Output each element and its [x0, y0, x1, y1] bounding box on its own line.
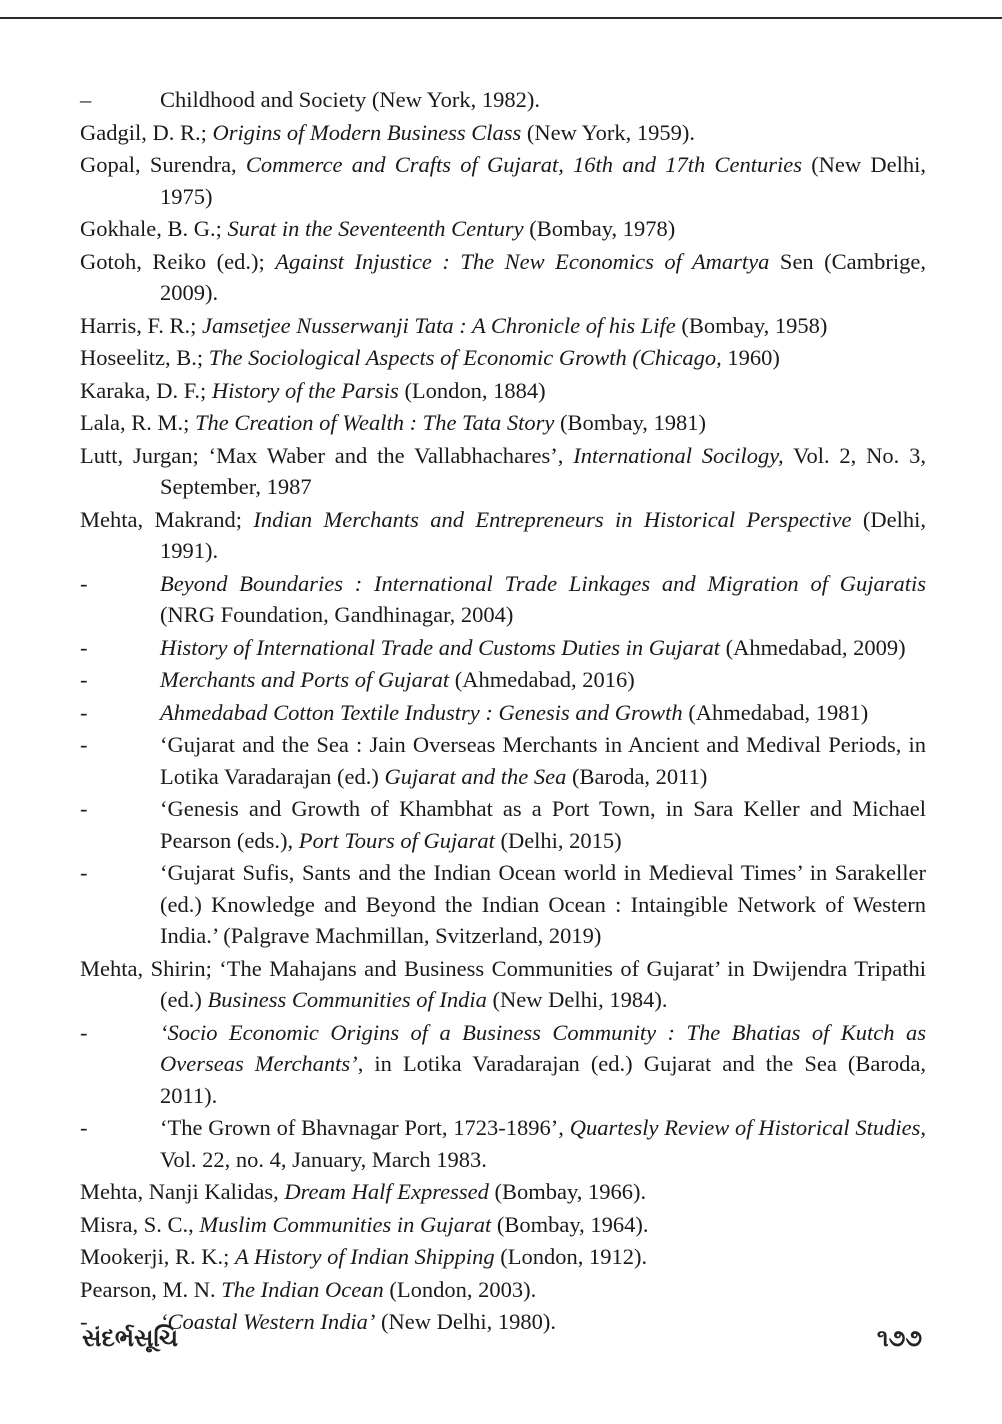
entry-text: Mehta, Shirin; ‘The Mahajans and Business Communities of Gujarat’ in Dwijendra Tripathi (ed.) [80, 955, 926, 1012]
entry-dash: - [80, 1019, 88, 1045]
bibliography-sub-entry [80, 632, 926, 664]
entry-text: (Ahmedabad, 2016) [449, 667, 635, 692]
bibliography-sub-entry [80, 729, 926, 792]
entry-text: Pearson, M. N. [80, 1276, 222, 1302]
entry-title-italic: Dream Half Expressed [284, 1179, 489, 1204]
entry-text: , Vol. 22, no. 4, January, March 1983. [160, 1115, 926, 1172]
bibliography-entry [80, 375, 926, 407]
entry-title-italic: The Creation of Wealth : The Tata Story [194, 410, 555, 435]
entry-title-italic: Commerce and Crafts of Gujarat, 16th and 17th Centuries [245, 152, 802, 177]
entry-title-italic: Port Tours of Gujarat [298, 827, 495, 853]
entry-title-italic: Quartesly Review of Historical Studies [569, 1115, 921, 1140]
bibliography-entry [80, 407, 926, 439]
entry-text: (Bombay, 1966). [488, 1179, 647, 1204]
entry-text: Sen (Cambrige, 2009). [160, 248, 927, 305]
entry-title-italic: History of International Trade and Customs Duties in Gujarat [160, 634, 721, 660]
entry-text: Mehta, Nanji Kalidas, [80, 1179, 285, 1204]
entry-text: (Ahmedabad, 1981) [682, 699, 869, 725]
entry-text: (Bombay, 1964). [491, 1211, 649, 1237]
page-number: ૧૭૭ [876, 1324, 922, 1352]
entry-title-italic: Muslim Communities in Gujarat [199, 1211, 492, 1237]
bibliography-entry [80, 1176, 926, 1208]
entry-text: Mehta, Makrand; [80, 506, 254, 532]
entry-text: (Delhi, 1991). [160, 506, 926, 563]
entry-title-italic: Ahmedabad Cotton Textile Industry : Genesis and Growth [160, 699, 683, 725]
entry-dash: - [80, 796, 88, 821]
bibliography-entry [80, 310, 926, 342]
entry-text: Karaka, D. F.; [80, 377, 212, 403]
bibliography-entry [80, 149, 926, 212]
entry-text: 1960) [721, 345, 780, 370]
entry-title-italic: Indian Merchants and Entrepreneurs in Historical Perspective [253, 506, 852, 532]
entry-text: ‘Gujarat Sufis, Sants and the Indian Ocean world in Medieval Times’ in Sarakeller (ed.) Knowledge and Beyond the Indian Ocean : Intaingible Network of Western India.’ (Palgrave Machmillan, Svitzerland, 2019) [160, 860, 926, 948]
entry-text: ‘The Grown of Bhavnagar Port, 1723-1896’, [160, 1115, 570, 1140]
bibliography-entry [80, 117, 926, 149]
bibliography-sub-entry [80, 664, 926, 696]
entry-title-italic: ‘Coastal Western India’ [160, 1309, 376, 1334]
entry-text: (New Delhi, 1980). [375, 1309, 557, 1334]
bibliography-sub-entry [80, 1306, 926, 1338]
entry-text: Harris, F. R.; [80, 312, 202, 338]
entry-text: (Ahmedabad, 2009) [720, 634, 906, 660]
entry-title-italic: Jamsetjee Nusserwanji Tata : A Chronicle of his Life [201, 312, 676, 338]
bibliography-sub-entry [80, 568, 926, 631]
entry-text: Lutt, Jurgan; ‘Max Waber and the Vallabhachares’, [80, 442, 574, 468]
entry-dash: - [80, 667, 88, 692]
entry-text: Childhood and Society (New York, 1982). [160, 87, 540, 112]
bibliography-entry [80, 1274, 926, 1306]
entry-text: (London, 1884) [398, 377, 546, 403]
bibliography-entry [80, 1241, 926, 1273]
entry-text: Misra, S. C., [80, 1211, 200, 1237]
entry-title-italic: The Sociological Aspects of Economic Growth (Chicago, [208, 345, 722, 370]
entry-title-italic: Beyond Boundaries : International Trade Linkages and Migration of Gujaratis [160, 570, 926, 596]
entry-dash: - [80, 634, 88, 660]
entry-dash: - [80, 699, 88, 725]
entry-title-italic: History of the Parsis [211, 377, 399, 403]
bibliography-sub-entry [80, 84, 926, 116]
entry-text: (New Delhi, 1975) [160, 152, 926, 209]
entry-text: (New Delhi, 1984). [486, 987, 668, 1012]
bibliography-sub-entry [80, 697, 926, 729]
entry-text: , in Lotika Varadarajan (ed.) Gujarat and the Sea (Baroda, 2011). [160, 1051, 926, 1108]
entry-text: (London, 2003). [383, 1276, 537, 1302]
entry-dash: - [80, 1115, 88, 1140]
entry-title-italic: The Indian Ocean [221, 1276, 384, 1302]
entry-text: Gopal, Surendra, [80, 152, 246, 177]
entry-title-italic: Gujarat and the Sea [384, 763, 567, 789]
entry-dash: - [80, 570, 88, 596]
entry-text: Mookerji, R. K.; [80, 1244, 235, 1269]
entry-title-italic: Origins of Modern Business Class [212, 119, 522, 145]
entry-dash: - [80, 860, 88, 885]
entry-text: Hoseelitz, B.; [80, 345, 209, 370]
entry-title-italic: Merchants and Ports of Gujarat [160, 667, 450, 692]
entry-dash: – [80, 87, 92, 112]
entry-title-italic: Business Communities of India [207, 987, 487, 1012]
bibliography-entry [80, 440, 926, 503]
bibliography-sub-entry [80, 1112, 926, 1175]
entry-title-italic: Against Injustice : The New Economics of Amartya [275, 248, 770, 274]
entry-text: (Delhi, 2015) [494, 827, 622, 853]
entry-text: Gadgil, D. R.; [80, 119, 213, 145]
bibliography-entry [80, 213, 926, 245]
entry-text: (NRG Foundation, Gandhinagar, 2004) [160, 602, 514, 627]
bibliography-sub-entry [80, 1017, 926, 1112]
entry-text: ‘Genesis and Growth of Khambhat as a Port Town, in Sara Keller and Michael Pearson (eds.), [160, 796, 926, 853]
bibliography-entry [80, 342, 926, 374]
bibliography-entry [80, 1209, 926, 1241]
bibliography-entry [80, 953, 926, 1016]
entry-text: Gotoh, Reiko (ed.); [80, 248, 276, 274]
entry-text: (London, 1912). [494, 1244, 648, 1269]
bibliography-sub-entry [80, 793, 926, 856]
bibliography-list [80, 84, 926, 1338]
entry-title-italic: ‘Socio Economic Origins of a Business Community : The Bhatias of Kutch as Overseas Merchants’ [160, 1019, 926, 1076]
entry-text: (Baroda, 2011) [566, 763, 708, 789]
entry-text: Vol. 2, No. 3, September, 1987 [160, 442, 926, 499]
bibliography-entry [80, 246, 926, 309]
entry-text: Gokhale, B. G.; [80, 216, 228, 241]
entry-text: (Bombay, 1981) [554, 410, 707, 435]
entry-dash: - [80, 732, 88, 757]
entry-text: Lala, R. M.; [80, 410, 195, 435]
entry-text: ‘Gujarat and the Sea : Jain Overseas Merchants in Ancient and Medival Periods, in Lotika Varadarajan (ed.) [160, 732, 926, 789]
entry-text: (New York, 1959). [521, 119, 696, 145]
bibliography-entry [80, 504, 926, 567]
footer-section-title: સંદર્ભસૂચિ [82, 1324, 179, 1352]
entry-title-italic: International Socilogy, [573, 442, 784, 468]
entry-text: (Bombay, 1958) [675, 312, 828, 338]
entry-text: (Bombay, 1978) [523, 216, 676, 241]
header-rule [0, 17, 1002, 19]
entry-title-italic: Surat in the Seventeenth Century [227, 216, 524, 241]
entry-title-italic: A History of Indian Shipping [235, 1244, 495, 1269]
bibliography-sub-entry [80, 857, 926, 952]
entry-dash: - [80, 1309, 88, 1334]
